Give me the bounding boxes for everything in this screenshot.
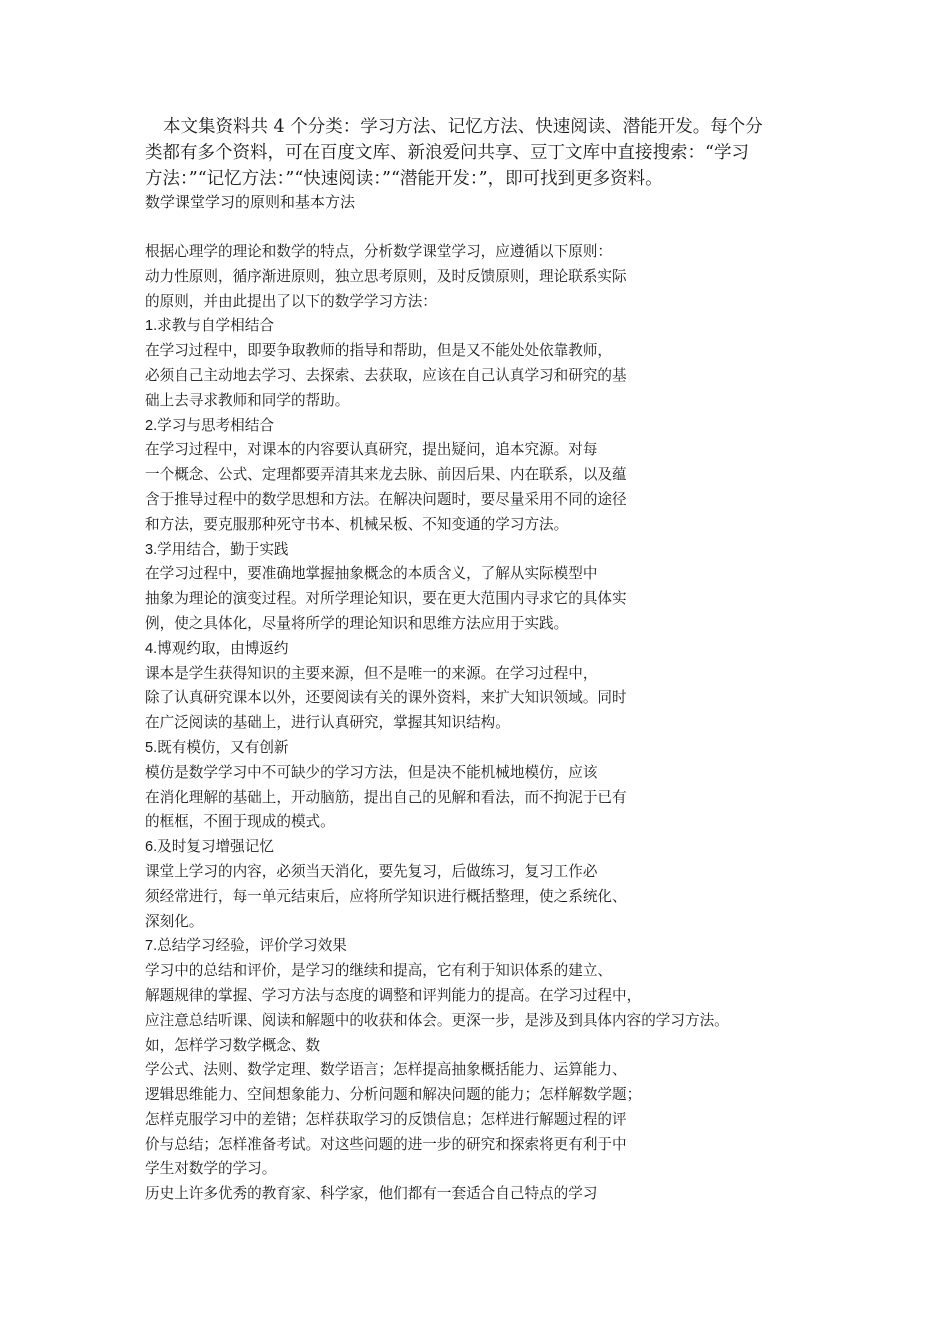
body-line: 在广泛阅读的基础上，进行认真研究，掌握其知识结构。 bbox=[145, 714, 510, 732]
body-line: 模仿是数学学习中不可缺少的学习方法，但是决不能机械地模仿，应该 bbox=[145, 763, 598, 781]
body-line: 解题规律的掌握、学习方法与态度的调整和评判能力的提高。在学习过程中， bbox=[145, 986, 642, 1004]
body-line: 含于推导过程中的数学思想和方法。在解决问题时，要尽量采用不同的途径 bbox=[145, 490, 627, 508]
body-line: 抽象为理论的演变过程。对所学理论知识，要在更大范围内寻求它的具体实 bbox=[145, 590, 627, 608]
body-line: 动力性原则，循序渐进原则，独立思考原则，及时反馈原则，理论联系实际 bbox=[145, 267, 627, 285]
intro-line: 本文集资料共 4 个分类：学习方法、记忆方法、快速阅读、潜能开发。每个分 bbox=[163, 117, 763, 137]
body-line: 价与总结；怎样准备考试。对这些问题的进一步的研究和探索将更有利于中 bbox=[145, 1135, 627, 1153]
body-line: 逻辑思维能力、空间想象能力、分析问题和解决问题的能力；怎样解数学题； bbox=[145, 1086, 642, 1104]
body-line: 学公式、法则、数学定理、数学语言；怎样提高抽象概括能力、运算能力、 bbox=[145, 1061, 627, 1079]
section-heading-2: 2.学习与思考相结合 bbox=[145, 417, 274, 434]
body-line: 学习中的总结和评价，是学习的继续和提高，它有利于知识体系的建立、 bbox=[145, 962, 613, 980]
document-title: 数学课堂学习的原则和基本方法 bbox=[145, 193, 356, 211]
intro-line: 方法：”“记忆方法：”“快速阅读：”“潜能开发：”，即可找到更多资料。 bbox=[145, 169, 663, 189]
body-line: 须经常进行，每一单元结束后，应将所学知识进行概括整理，使之系统化、 bbox=[145, 887, 627, 905]
body-line: 怎样克服学习中的差错；怎样获取学习的反馈信息；怎样进行解题过程的评 bbox=[145, 1110, 627, 1128]
section-heading-5: 5.既有模仿，又有创新 bbox=[145, 739, 289, 756]
body-line: 的框框，不囿于现成的模式。 bbox=[145, 813, 335, 831]
document-body bbox=[145, 240, 825, 1207]
body-line: 根据心理学的理论和数学的特点，分析数学课堂学习，应遵循以下原则： bbox=[145, 243, 613, 260]
body-line: 如，怎样学习数学概念、数 bbox=[145, 1036, 321, 1054]
body-line: 在学习过程中，对课本的内容要认真研究，提出疑问，追本究源。对每 bbox=[145, 441, 598, 459]
body-line: 在消化理解的基础上，开动脑筋，提出自己的见解和看法，而不拘泥于已有 bbox=[145, 788, 627, 806]
body-line: 和方法，要克服那种死守书本、机械呆板、不知变通的学习方法。 bbox=[145, 515, 569, 533]
body-line: 在学习过程中，即要争取教师的指导和帮助，但是又不能处处依靠教师， bbox=[145, 342, 613, 360]
section-heading-7: 7.总结学习经验，评价学习效果 bbox=[145, 938, 347, 955]
body-line: 深刻化。 bbox=[145, 912, 204, 930]
body-line: 除了认真研究课本以外，还要阅读有关的课外资料，来扩大知识领域。同时 bbox=[145, 689, 627, 707]
body-line: 一个概念、公式、定理都要弄清其来龙去脉、前因后果、内在联系，以及蕴 bbox=[145, 466, 627, 484]
section-heading-6: 6.及时复习增强记忆 bbox=[145, 839, 274, 856]
body-line: 的原则，并由此提出了以下的数学学习方法： bbox=[145, 292, 437, 310]
body-line: 例，使之具体化，尽量将所学的理论知识和思维方法应用于实践。 bbox=[145, 614, 569, 632]
body-line: 学生对数学的学习。 bbox=[145, 1160, 277, 1178]
body-line: 础上去寻求教师和同学的帮助。 bbox=[145, 391, 350, 409]
body-line: 历史上许多优秀的教育家、科学家，他们都有一套适合自己特点的学习 bbox=[145, 1185, 598, 1203]
body-line: 课堂上学习的内容，必须当天消化，要先复习，后做练习，复习工作必 bbox=[145, 862, 598, 880]
body-line: 在学习过程中，要准确地掌握抽象概念的本质含义，了解从实际模型中 bbox=[145, 565, 598, 583]
section-heading-3: 3.学用结合，勤于实践 bbox=[145, 541, 289, 558]
body-line: 课本是学生获得知识的主要来源，但不是唯一的来源。在学习过程中， bbox=[145, 664, 598, 682]
body-line: 应注意总结听课、阅读和解题中的收获和体会。更深一步，是涉及到具体内容的学习方法。 bbox=[145, 1011, 729, 1029]
body-line: 必须自己主动地去学习、去探索、去获取，应该在自己认真学习和研究的基 bbox=[145, 366, 627, 384]
intro-paragraph bbox=[145, 114, 815, 192]
intro-line: 类都有多个资料，可在百度文库、新浪爱问共享、豆丁文库中直接搜索：“学习 bbox=[145, 143, 749, 163]
section-heading-4: 4.博观约取，由博返约 bbox=[145, 640, 289, 657]
section-heading-1: 1.求教与自学相结合 bbox=[145, 318, 274, 335]
